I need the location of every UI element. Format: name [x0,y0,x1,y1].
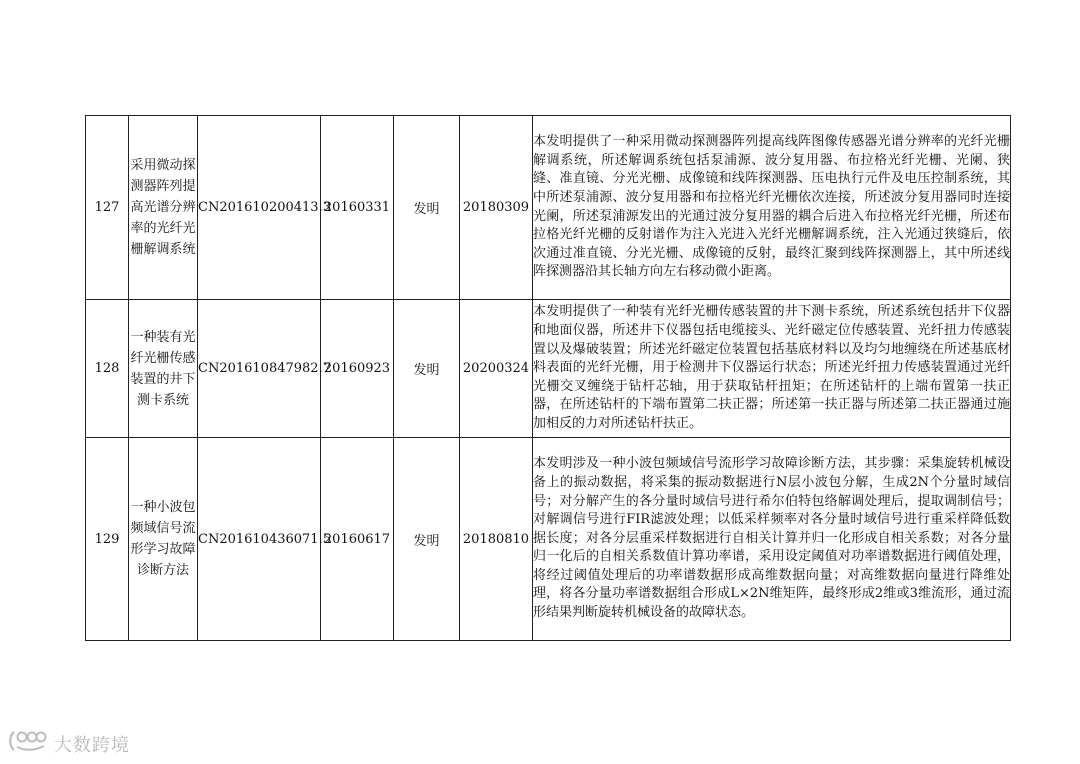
table-row [86,300,1011,438]
patent-type: 发明 [394,300,460,438]
row-index: 129 [86,438,129,641]
table-row [86,116,1011,300]
patent-table [85,115,1011,641]
watermark-text: 大数跨境 [54,734,130,756]
application-date: 20160331 [321,116,394,300]
row-index: 128 [86,300,129,438]
table-row [86,438,1011,641]
patent-abstract: 本发明提供了一种装有光纤光栅传感装置的井下测卡系统，所述系统包括井下仪器和地面仪器，所述井下仪器包括电缆接头、光纤磁定位传感装置、光纤扭力传感装置以及爆破装置；所述光纤磁定位装置包括基底材料以及均匀地缠绕在所述基底材料表面的光纤光栅，用于检测井下仪器运行状态；所述光纤扭力传感装置通过光纤光栅交叉缠绕于钻杆芯轴，用于获取钻杆扭矩；在所述钻杆的上端布置第一扶正器，在所述钻杆的下端布置第二扶正器；所述第一扶正器与所述第二扶正器通过施加相反的力对所述钻杆扶正。 [533,300,1011,438]
patent-abstract: 本发明提供了一种采用微动探测器阵列提高线阵图像传感器光谱分辨率的光纤光栅解调系统，所述解调系统包括泵浦源、波分复用器、布拉格光纤光栅、光阑、狭缝、准直镜、分光光栅、成像镜和线阵探测器、压电执行元件及电压控制系统，其中所述泵浦源、波分复用器和布拉格光纤光栅依次连接，所述波分复用器同时连接光阑，所述泵浦源发出的光通过波分复用器的耦合后进入布拉格光纤光栅，所述布拉格光纤光栅的反射谱作为注入光进入光纤光栅解调系统，注入光通过狭缝后，依次通过准直镜、分光光栅、成像镜的反射，最终汇聚到线阵探测器上，其中所述线阵探测器沿其长轴方向左右移动微小距离。 [533,116,1011,300]
watermark [8,728,130,759]
application-number: CN201610436071.5 [198,438,321,641]
application-date: 20160617 [321,438,394,641]
patent-title: 一种小波包频域信号流形学习故障诊断方法 [129,438,198,641]
row-index: 127 [86,116,129,300]
publication-date: 20180810 [460,438,533,641]
publication-date: 20200324 [460,300,533,438]
application-date: 20160923 [321,300,394,438]
patent-type: 发明 [394,116,460,300]
patent-title: 采用微动探测器阵列提高光谱分辨率的光纤光栅解调系统 [129,116,198,300]
patent-type: 发明 [394,438,460,641]
application-number: CN201610200413.3 [198,116,321,300]
publication-date: 20180309 [460,116,533,300]
patent-title: 一种装有光纤光栅传感装置的井下测卡系统 [129,300,198,438]
application-number: CN201610847982.7 [198,300,321,438]
brand-logo-icon [8,728,48,759]
patent-abstract: 本发明涉及一种小波包频域信号流形学习故障诊断方法，其步骤：采集旋转机械设备上的振动数据，将采集的振动数据进行N层小波包分解，生成2N个分量时域信号；对分解产生的各分量时域信号进行希尔伯特包络解调处理后，提取调制信号；对解调信号进行FIR滤波处理；以低采样频率对各分量时域信号进行重采样降低数据长度；对各分层重采样数据进行自相关计算并归一化形成自相关系数；对各分量归一化后的自相关系数值计算功率谱，采用设定阈值对功率谱数据进行阈值处理，将经过阈值处理后的功率谱数据形成高维数据向量；对高维数据向量进行降维处理，将各分量功率谱数据组合形成L×2N维矩阵，最终形成2维或3维流形，通过流形结果判断旋转机械设备的故障状态。 [533,438,1011,641]
